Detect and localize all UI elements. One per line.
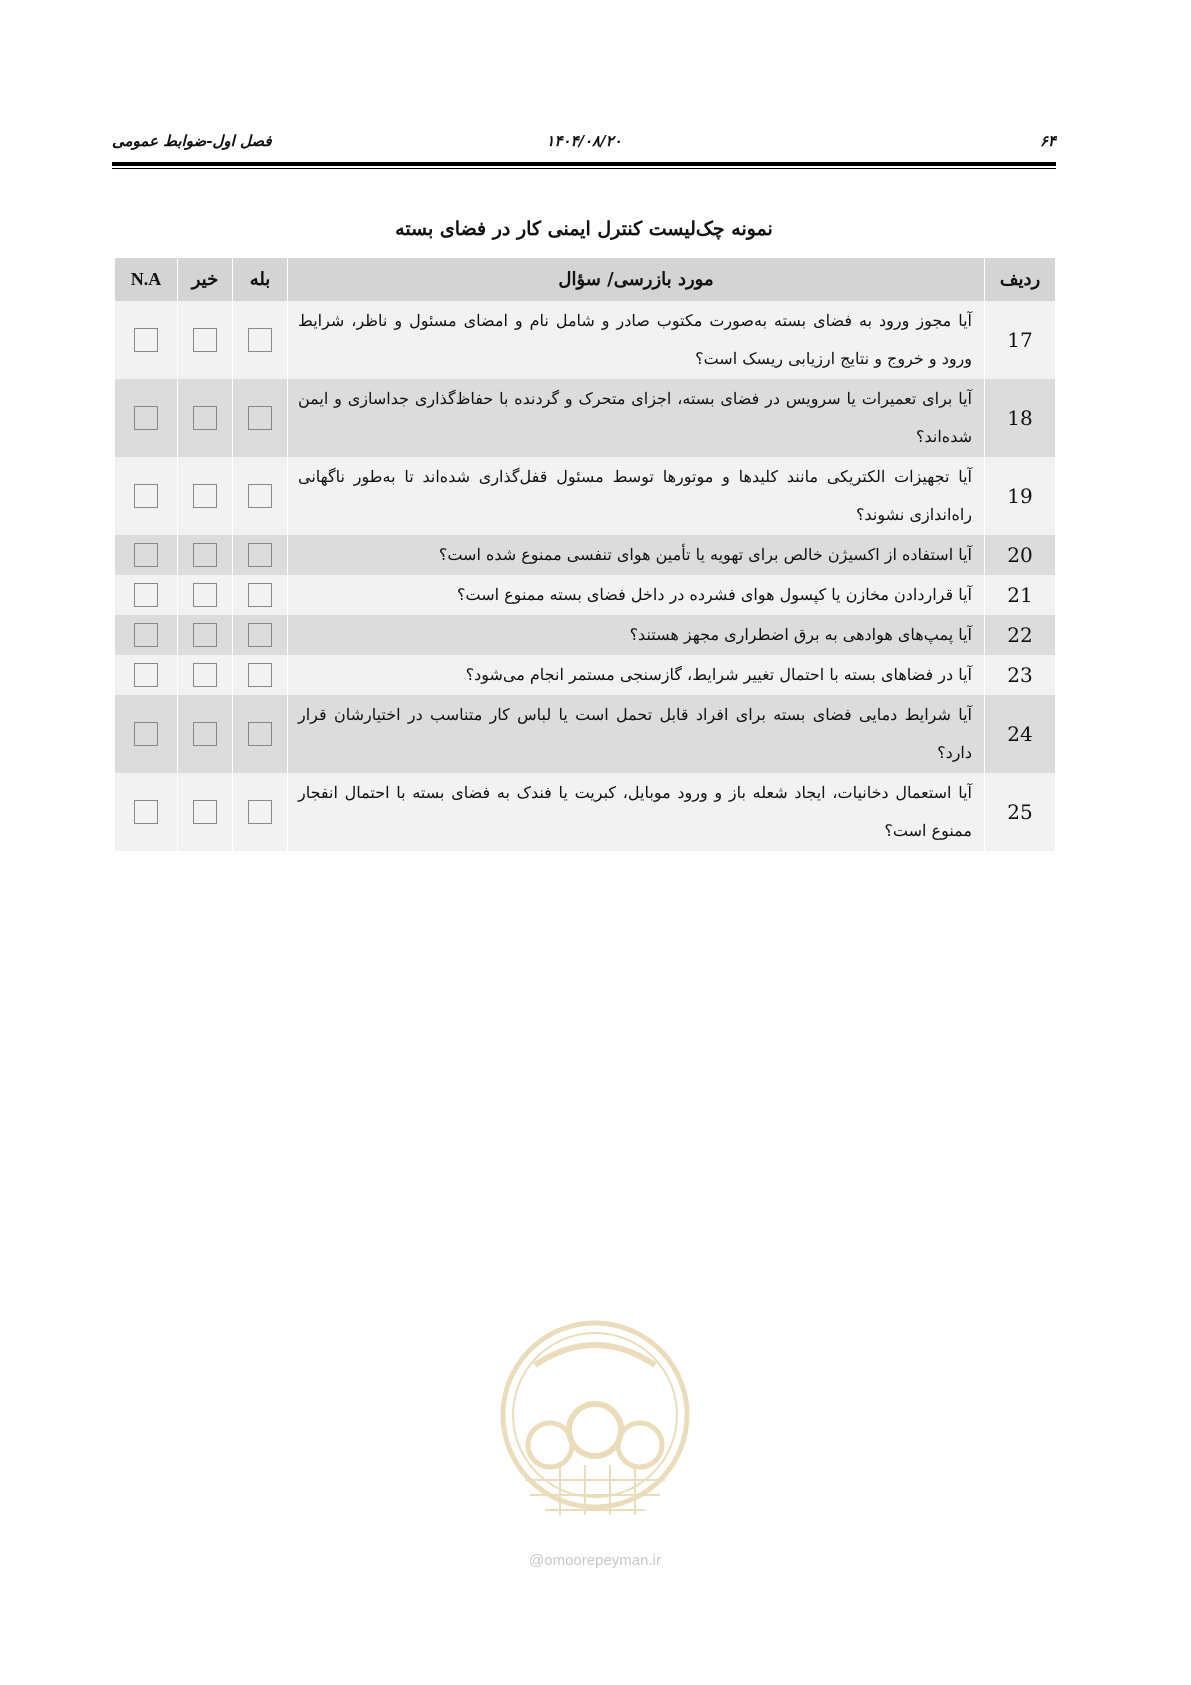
row-no-cell (178, 379, 233, 457)
checklist-table (114, 258, 1056, 851)
no-checkbox[interactable] (193, 623, 217, 647)
table-row (115, 457, 1056, 535)
table-row (115, 301, 1056, 379)
row-no-cell (178, 773, 233, 851)
row-yes-cell (233, 301, 288, 379)
row-no-cell (178, 655, 233, 695)
no-checkbox[interactable] (193, 800, 217, 824)
col-no-header: خیر (178, 258, 233, 301)
row-no-cell (178, 695, 233, 773)
yes-checkbox[interactable] (248, 406, 272, 430)
row-na-cell (115, 457, 178, 535)
page-number: ۶۴ (1039, 132, 1056, 150)
row-na-cell (115, 535, 178, 575)
row-yes-cell (233, 695, 288, 773)
na-checkbox[interactable] (134, 484, 158, 508)
row-number: 19 (985, 457, 1056, 535)
row-no-cell (178, 615, 233, 655)
no-checkbox[interactable] (193, 663, 217, 687)
col-yes-header: بله (233, 258, 288, 301)
row-number: 20 (985, 535, 1056, 575)
chapter-title: فصل اول-ضوابط عمومی (112, 132, 272, 150)
row-number: 23 (985, 655, 1056, 695)
na-checkbox[interactable] (134, 543, 158, 567)
na-checkbox[interactable] (134, 722, 158, 746)
row-yes-cell (233, 457, 288, 535)
row-yes-cell (233, 379, 288, 457)
row-yes-cell (233, 575, 288, 615)
no-checkbox[interactable] (193, 406, 217, 430)
checklist-title: نمونه چک‌لیست کنترل ایمنی کار در فضای بسته (395, 218, 773, 240)
row-yes-cell (233, 615, 288, 655)
row-question: آیا استفاده از اکسیژن خالص برای تهویه یا تأمین هوای تنفسی ممنوع شده است؟ (288, 535, 985, 575)
page-header (112, 128, 1056, 156)
table-row (115, 773, 1056, 851)
header-rule-thin (112, 168, 1056, 169)
yes-checkbox[interactable] (248, 543, 272, 567)
row-question: آیا مجوز ورود به فضای بسته به‌صورت مکتوب صادر و شامل نام و امضای مسئول و ناظر، شرایط ورود و خروج و نتایج ارزیابی ریسک است؟ (288, 301, 985, 379)
row-question: آیا شرایط دمایی فضای بسته برای افراد قابل تحمل است یا لباس کار متناسب در اختیارشان قرار دارد؟ (288, 695, 985, 773)
na-checkbox[interactable] (134, 623, 158, 647)
row-number: 22 (985, 615, 1056, 655)
row-question: آیا تجهیزات الکتریکی مانند کلیدها و موتورها توسط مسئول قفل‌گذاری شده‌اند تا به‌طور ناگهانی راه‌اندازی نشوند؟ (288, 457, 985, 535)
row-number: 21 (985, 575, 1056, 615)
header-date: ۱۴۰۴/۰۸/۲۰ (546, 132, 622, 150)
row-number: 17 (985, 301, 1056, 379)
row-no-cell (178, 535, 233, 575)
row-no-cell (178, 301, 233, 379)
yes-checkbox[interactable] (248, 583, 272, 607)
no-checkbox[interactable] (193, 484, 217, 508)
row-question: آیا در فضاهای بسته با احتمال تغییر شرایط، گازسنجی مستمر انجام می‌شود؟ (288, 655, 985, 695)
yes-checkbox[interactable] (248, 663, 272, 687)
no-checkbox[interactable] (193, 722, 217, 746)
yes-checkbox[interactable] (248, 623, 272, 647)
no-checkbox[interactable] (193, 543, 217, 567)
table-row (115, 575, 1056, 615)
yes-checkbox[interactable] (248, 484, 272, 508)
row-yes-cell (233, 535, 288, 575)
row-number: 24 (985, 695, 1056, 773)
table-row (115, 379, 1056, 457)
na-checkbox[interactable] (134, 406, 158, 430)
row-question: آیا استعمال دخانیات، ایجاد شعله باز و ورود موبایل، کبریت یا فندک به فضای بسته با احتمال انفجار ممنوع است؟ (288, 773, 985, 851)
no-checkbox[interactable] (193, 328, 217, 352)
watermark-logo (490, 1305, 700, 1545)
row-yes-cell (233, 655, 288, 695)
row-na-cell (115, 575, 178, 615)
col-question-header: مورد بازرسی/ سؤال (288, 258, 985, 301)
row-question: آیا پمپ‌های هوادهی به برق اضطراری مجهز هستند؟ (288, 615, 985, 655)
row-question: آیا قراردادن مخازن یا کپسول هوای فشرده در داخل فضای بسته ممنوع است؟ (288, 575, 985, 615)
table-row (115, 695, 1056, 773)
yes-checkbox[interactable] (248, 328, 272, 352)
row-yes-cell (233, 773, 288, 851)
table-row (115, 615, 1056, 655)
header-rule-thick (112, 162, 1056, 166)
row-na-cell (115, 655, 178, 695)
yes-checkbox[interactable] (248, 722, 272, 746)
watermark-site: @omoorepeyman.ir (529, 1552, 661, 1569)
na-checkbox[interactable] (134, 800, 158, 824)
col-na-header: N.A (115, 258, 178, 301)
row-question: آیا برای تعمیرات یا سرویس در فضای بسته، اجزای متحرک و گردنده با حفاظ‌گذاری جداسازی و ایمن شده‌اند؟ (288, 379, 985, 457)
table-header-row (115, 258, 1056, 301)
row-number: 18 (985, 379, 1056, 457)
row-na-cell (115, 301, 178, 379)
row-na-cell (115, 695, 178, 773)
row-number: 25 (985, 773, 1056, 851)
col-row-header: ردیف (985, 258, 1056, 301)
na-checkbox[interactable] (134, 583, 158, 607)
row-na-cell (115, 773, 178, 851)
table-row (115, 655, 1056, 695)
na-checkbox[interactable] (134, 328, 158, 352)
yes-checkbox[interactable] (248, 800, 272, 824)
row-no-cell (178, 457, 233, 535)
table-row (115, 535, 1056, 575)
no-checkbox[interactable] (193, 583, 217, 607)
row-na-cell (115, 379, 178, 457)
row-no-cell (178, 575, 233, 615)
na-checkbox[interactable] (134, 663, 158, 687)
row-na-cell (115, 615, 178, 655)
